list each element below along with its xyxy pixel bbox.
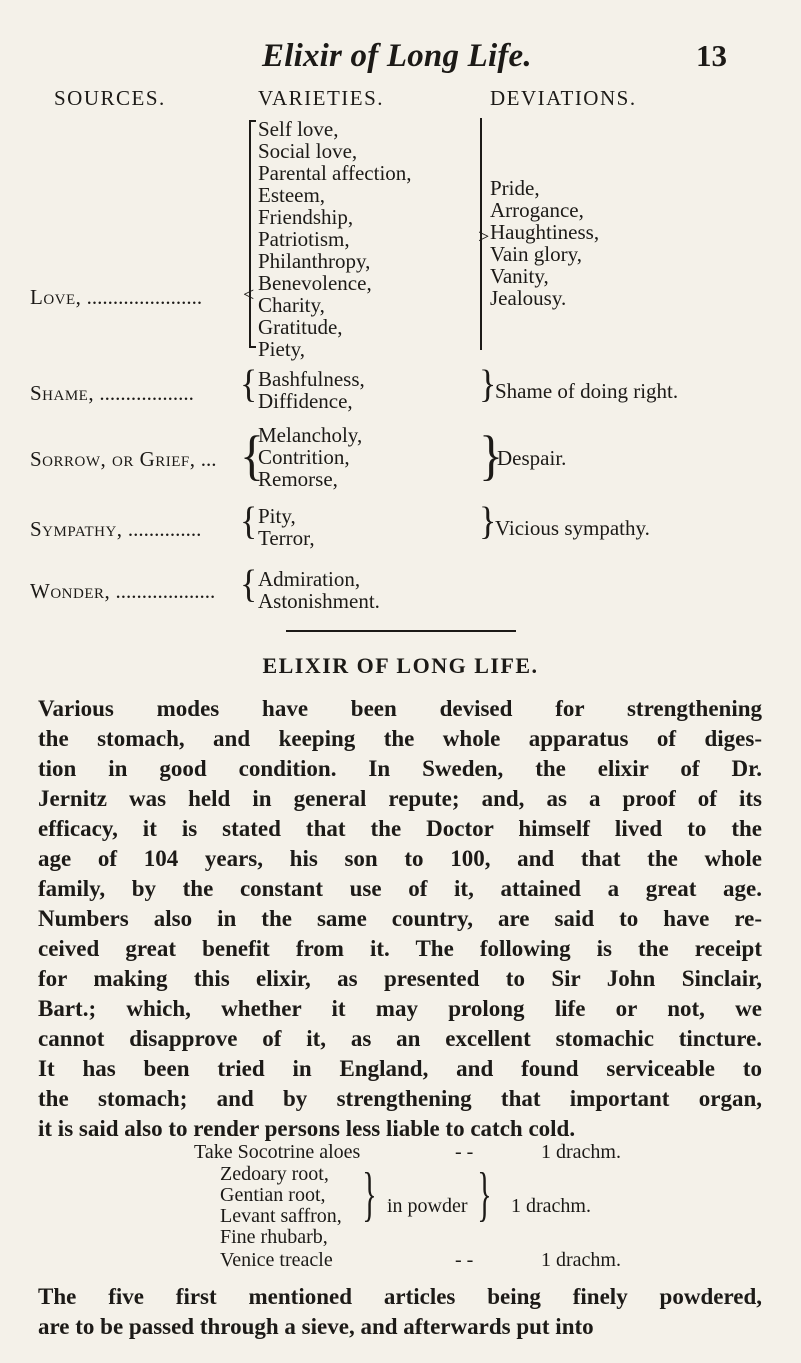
paragraph-line: tion in good condition. In Sweden, the elixir of Dr. — [38, 756, 762, 781]
brace: { — [240, 424, 264, 486]
paragraph-line: the stomach, and keeping the whole apparatus of diges- — [38, 726, 762, 751]
paragraph-line: It has been tried in England, and found serviceable to — [38, 1056, 762, 1081]
recipe-group-note: in powder — [387, 1195, 468, 1217]
dot-leaders: ... — [200, 447, 217, 471]
paragraph-line: efficacy, it is stated that the Doctor himself lived to the — [38, 816, 762, 841]
running-title: Elixir of Long Life. — [262, 38, 532, 74]
passion-row-wonder — [30, 579, 215, 604]
paragraph-line: age of 104 years, his son to 100, and that the whole — [38, 846, 762, 871]
passion-source: Sympathy, — [30, 517, 123, 541]
deviation-item: Vicious sympathy. — [495, 516, 650, 540]
recipe-group — [220, 1164, 342, 1248]
paragraph-line: the stomach; and by strengthening that important organ, — [38, 1086, 762, 1111]
bracket-hook-top — [249, 120, 256, 122]
deviation-item: Despair. — [497, 446, 567, 470]
paragraph-line: cannot disapprove of it, as an excellent stomachic tincture. — [38, 1026, 762, 1051]
brace: { — [240, 362, 258, 406]
variety-item: Diffidence, — [258, 389, 353, 413]
bracket-point: > — [478, 226, 490, 248]
variety-item: Admiration, — [258, 567, 361, 591]
paragraph-line: Numbers also in the same country, are said to have re- — [38, 906, 762, 931]
dot-leaders: ................... — [115, 579, 216, 603]
recipe-dash: - - — [455, 1249, 474, 1271]
varieties-list-shame — [258, 368, 365, 412]
bracket-hook-bottom — [249, 346, 256, 348]
variety-item: Friendship, — [258, 205, 354, 229]
variety-item: Gratitude, — [258, 315, 343, 339]
passion-source: Wonder, — [30, 579, 111, 603]
varieties-list-sympathy — [258, 505, 315, 549]
recipe-quantity: 1 drachm. — [541, 1141, 621, 1163]
recipe-last-item: Venice treacle — [220, 1249, 333, 1271]
passion-source: Shame, — [30, 381, 95, 405]
dot-leaders: ...................... — [86, 285, 203, 309]
section-title: ELIXIR OF LONG LIFE. — [262, 653, 539, 678]
brace: } — [479, 424, 503, 486]
recipe-brace: } — [362, 1161, 377, 1227]
column-heading-deviations: DEVIATIONS. — [490, 86, 637, 110]
recipe-group-item: Fine rhubarb, — [220, 1226, 328, 1248]
paragraph-line: Jernitz was held in general repute; and, as a proof of its — [38, 786, 762, 811]
column-heading-sources: SOURCES. — [54, 86, 166, 110]
variety-item: Charity, — [258, 293, 325, 317]
variety-item: Astonishment. — [258, 589, 380, 613]
paragraph-line: family, by the constant use of it, attained a great age. — [38, 876, 762, 901]
paragraph-line: The five first mentioned articles being finely powdered, — [38, 1284, 762, 1309]
variety-item: Self love, — [258, 117, 339, 141]
column-heading-varieties: VARIETIES. — [258, 86, 385, 110]
paragraph-line: Bart.; which, whether it may prolong life or not, we — [38, 996, 762, 1021]
paragraph-line: ceived great benefit from it. The following is the receipt — [38, 936, 762, 961]
variety-item: Patriotism, — [258, 227, 350, 251]
recipe-group-item: Levant saffron, — [220, 1205, 342, 1227]
section-rule — [286, 630, 516, 632]
variety-item: Parental affection, — [258, 161, 412, 185]
recipe-group-item: Gentian root, — [220, 1184, 326, 1206]
varieties-list-sorrow — [258, 424, 362, 490]
paragraph-line: are to be passed through a sieve, and afterwards put into — [38, 1314, 594, 1339]
brace: } — [479, 499, 497, 543]
variety-item: Contrition, — [258, 445, 350, 469]
paragraph-line: for making this elixir, as presented to Sir John Sinclair, — [38, 966, 762, 991]
varieties-list-wonder — [258, 568, 380, 612]
variety-item: Pity, — [258, 504, 296, 528]
variety-item: Melancholy, — [258, 423, 363, 447]
deviation-item: Haughtiness, — [490, 220, 600, 244]
brace: { — [240, 499, 258, 543]
deviation-item: Vanity, — [490, 264, 549, 288]
varieties-list-love — [258, 118, 412, 360]
passion-row-love — [30, 285, 202, 310]
paragraph-line: Various modes have been devised for strengthening — [38, 696, 762, 721]
dot-leaders: .............. — [127, 517, 202, 541]
varieties-bracket — [249, 120, 251, 348]
recipe-quantity: 1 drachm. — [541, 1249, 621, 1271]
passion-row-sympathy — [30, 517, 201, 542]
deviation-item: Shame of doing right. — [495, 379, 679, 403]
body-paragraph-continued — [38, 1282, 762, 1342]
variety-item: Philanthropy, — [258, 249, 371, 273]
recipe-first-item: Take Socotrine aloes — [194, 1141, 361, 1163]
variety-item: Terror, — [258, 526, 315, 550]
brace: } — [479, 362, 497, 406]
brace: { — [240, 562, 258, 606]
recipe-group-quantity: 1 drachm. — [511, 1195, 591, 1217]
passion-row-sorrow — [30, 447, 217, 472]
deviation-item: Jealousy. — [490, 286, 567, 310]
body-paragraph — [38, 694, 762, 1144]
deviations-list-love — [490, 177, 599, 309]
running-head — [0, 38, 801, 78]
bracket-point: < — [243, 284, 255, 306]
recipe-brace: } — [477, 1161, 492, 1227]
variety-item: Esteem, — [258, 183, 326, 207]
passion-source: Love, — [30, 285, 82, 309]
passion-row-shame — [30, 381, 194, 406]
deviation-item: Vain glory, — [490, 242, 582, 266]
variety-item: Bashfulness, — [258, 367, 365, 391]
variety-item: Piety, — [258, 337, 306, 361]
recipe-group-item: Zedoary root, — [220, 1163, 329, 1185]
page-number: 13 — [696, 38, 727, 73]
paragraph-line: it is said also to render persons less liable to catch cold. — [38, 1116, 576, 1141]
recipe-dash: - - — [455, 1141, 474, 1163]
dot-leaders: .................. — [99, 381, 194, 405]
variety-item: Benevolence, — [258, 271, 372, 295]
deviation-item: Pride, — [490, 176, 540, 200]
passion-source: Sorrow, or Grief, — [30, 447, 196, 471]
variety-item: Social love, — [258, 139, 358, 163]
variety-item: Remorse, — [258, 467, 338, 491]
deviation-item: Arrogance, — [490, 198, 584, 222]
